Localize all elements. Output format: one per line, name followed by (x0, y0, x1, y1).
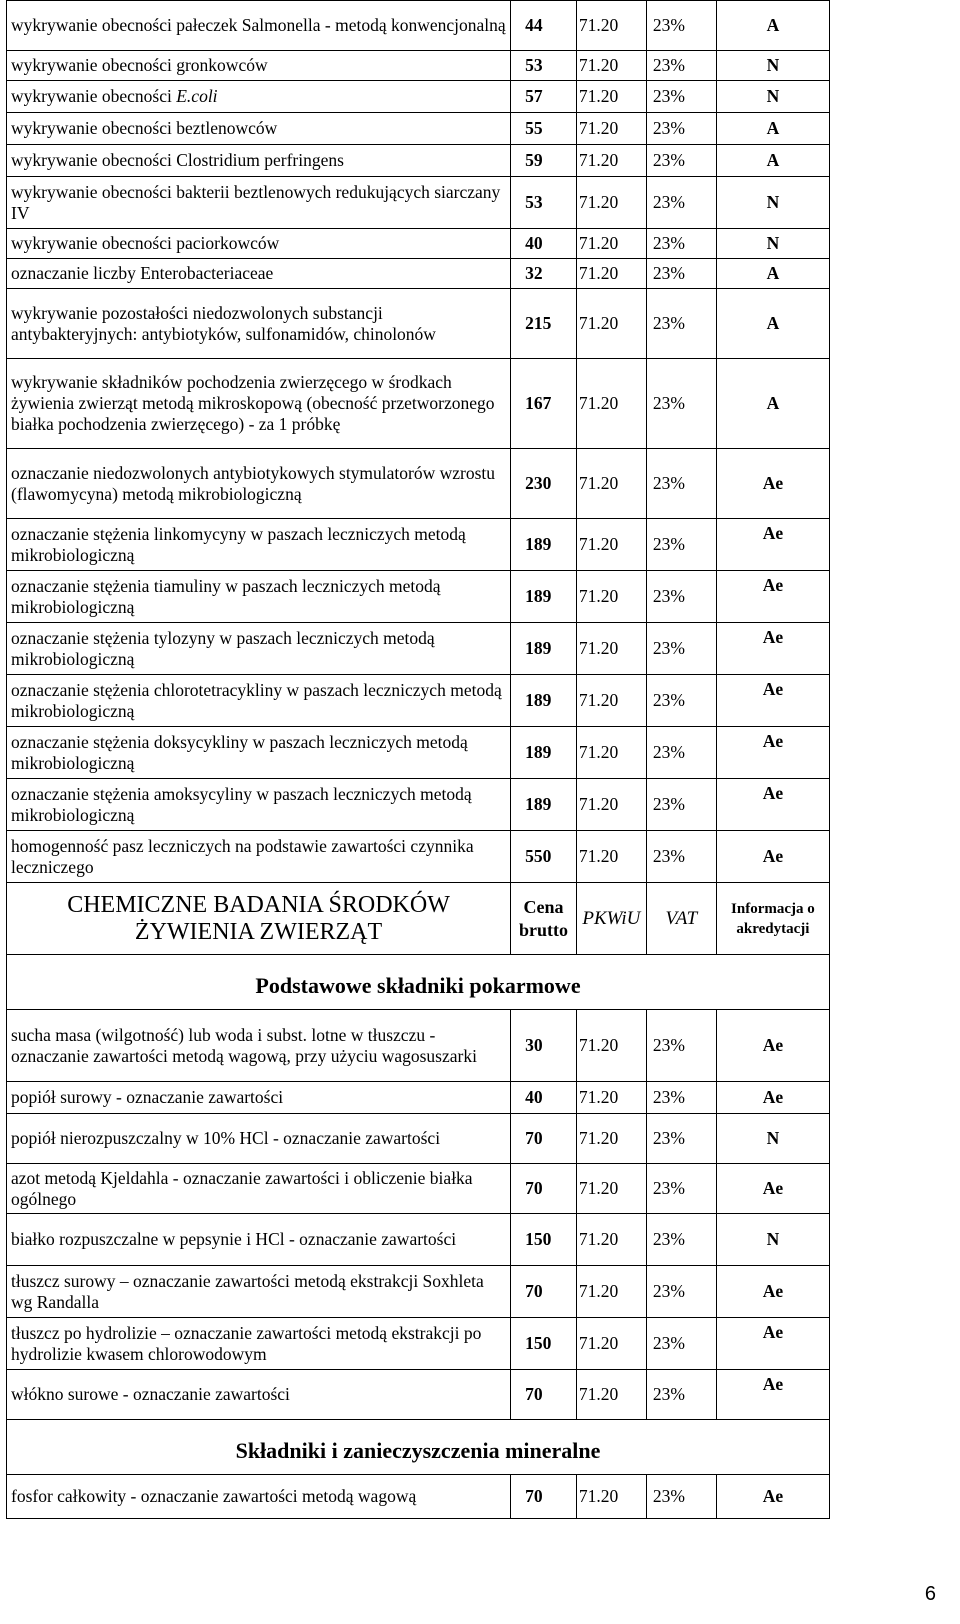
vat-cell: 23% (646, 1082, 716, 1114)
pkwiu-cell: 71.20 (576, 145, 646, 177)
vat-cell: 23% (646, 727, 716, 779)
vat-cell: 23% (646, 449, 716, 519)
accreditation-cell: Ae (716, 1010, 829, 1082)
test-description: wykrywanie obecności pałeczek Salmonella - metodą konwencjonalną (7, 1, 511, 51)
test-description: wykrywanie obecności beztlenowców (7, 113, 511, 145)
accreditation-cell: Ae (716, 831, 829, 883)
test-description: wykrywanie pozostałości niedozwolonych substancji antybakteryjnych: antybiotyków, sulfonamidów, chinolonów (7, 289, 511, 359)
pkwiu-cell: 71.20 (576, 1114, 646, 1164)
vat-header: VAT (646, 883, 716, 955)
price-cell: 53 (511, 51, 577, 81)
accreditation-cell: Ae (716, 1475, 829, 1519)
test-description: wykrywanie obecności gronkowców (7, 51, 511, 81)
vat-cell: 23% (646, 1318, 716, 1370)
table-row (7, 1318, 830, 1370)
pkwiu-cell: 71.20 (576, 1, 646, 51)
pkwiu-cell: 71.20 (576, 1318, 646, 1370)
pkwiu-cell: 71.20 (576, 1266, 646, 1318)
test-description: tłuszcz surowy – oznaczanie zawartości metodą ekstrakcji Soxhleta wg Randalla (7, 1266, 511, 1318)
test-description: oznaczanie niedozwolonych antybiotykowych stymulatorów wzrostu (flawomycyna) metodą mikrobiologiczną (7, 449, 511, 519)
accreditation-cell: Ae (716, 623, 829, 675)
table-row (7, 289, 830, 359)
price-cell: 70 (511, 1370, 577, 1420)
test-description-text: wykrywanie obecności (11, 86, 177, 106)
table-row (7, 1010, 830, 1082)
test-description: azot metodą Kjeldahla - oznaczanie zawartości i obliczenie białka ogólnego (7, 1164, 511, 1214)
accreditation-cell: A (716, 145, 829, 177)
table-row (7, 1370, 830, 1420)
price-cell: 70 (511, 1114, 577, 1164)
vat-cell: 23% (646, 623, 716, 675)
price-cell: 189 (511, 571, 577, 623)
test-description: oznaczanie stężenia chlorotetracykliny w paszach leczniczych metodą mikrobiologiczną (7, 675, 511, 727)
accreditation-cell: Ae (716, 727, 829, 779)
price-cell: 59 (511, 145, 577, 177)
price-cell: 70 (511, 1164, 577, 1214)
section-heading-minerals: Składniki i zanieczyszczenia mineralne (7, 1420, 830, 1475)
vat-cell: 23% (646, 1, 716, 51)
price-cell: 30 (511, 1010, 577, 1082)
pkwiu-cell: 71.20 (576, 359, 646, 449)
table-row (7, 113, 830, 145)
pkwiu-cell: 71.20 (576, 727, 646, 779)
test-description: tłuszcz po hydrolizie – oznaczanie zawartości metodą ekstrakcji po hydrolizie kwasem chlorowodowym (7, 1318, 511, 1370)
pkwiu-cell: 71.20 (576, 113, 646, 145)
pkwiu-header: PKWiU (576, 883, 646, 955)
pkwiu-cell: 71.20 (576, 51, 646, 81)
test-description: białko rozpuszczalne w pepsynie i HCl - oznaczanie zawartości (7, 1214, 511, 1266)
accreditation-cell: A (716, 113, 829, 145)
pkwiu-cell: 71.20 (576, 623, 646, 675)
vat-cell: 23% (646, 675, 716, 727)
price-cell: 70 (511, 1266, 577, 1318)
section-heading-row (7, 1420, 830, 1475)
price-cell: 189 (511, 779, 577, 831)
pkwiu-cell: 71.20 (576, 81, 646, 113)
accreditation-cell: A (716, 1, 829, 51)
table-row (7, 623, 830, 675)
price-cell: 40 (511, 229, 577, 259)
test-description: fosfor całkowity - oznaczanie zawartości metodą wagową (7, 1475, 511, 1519)
pkwiu-cell: 71.20 (576, 779, 646, 831)
pkwiu-cell: 71.20 (576, 1010, 646, 1082)
pkwiu-cell: 71.20 (576, 229, 646, 259)
pkwiu-cell: 71.20 (576, 1164, 646, 1214)
table-row (7, 449, 830, 519)
pkwiu-cell: 71.20 (576, 1475, 646, 1519)
section-heading-row (7, 955, 830, 1010)
accreditation-cell: N (716, 51, 829, 81)
accreditation-cell: Ae (716, 1266, 829, 1318)
price-cell: 44 (511, 1, 577, 51)
organism-name: E.coli (176, 86, 218, 106)
test-description: popiół nierozpuszczalny w 10% HCl - oznaczanie zawartości (7, 1114, 511, 1164)
vat-cell: 23% (646, 1266, 716, 1318)
pkwiu-cell: 71.20 (576, 1214, 646, 1266)
test-description: oznaczanie stężenia linkomycyny w paszach leczniczych metodą mikrobiologiczną (7, 519, 511, 571)
pkwiu-cell: 71.20 (576, 449, 646, 519)
test-description: popiół surowy - oznaczanie zawartości (7, 1082, 511, 1114)
vat-cell: 23% (646, 831, 716, 883)
price-cell: 189 (511, 727, 577, 779)
price-cell: 189 (511, 623, 577, 675)
accreditation-header: Informacja o akredytacji (716, 883, 829, 955)
test-description: oznaczanie stężenia doksycykliny w paszach leczniczych metodą mikrobiologiczną (7, 727, 511, 779)
table-row (7, 51, 830, 81)
accreditation-cell: Ae (716, 1318, 829, 1370)
accreditation-cell: A (716, 289, 829, 359)
accreditation-cell: N (716, 177, 829, 229)
table-row (7, 727, 830, 779)
test-description: oznaczanie stężenia amoksycyliny w paszach leczniczych metodą mikrobiologiczną (7, 779, 511, 831)
table-row (7, 675, 830, 727)
vat-cell: 23% (646, 571, 716, 623)
pkwiu-cell: 71.20 (576, 259, 646, 289)
price-cell: 53 (511, 177, 577, 229)
test-description: wykrywanie składników pochodzenia zwierzęcego w środkach żywienia zwierząt metodą mikroskopową (obecność przetworzonego białka pochodzenia zwierzęcego) - za 1 próbkę (7, 359, 511, 449)
price-header: Cena brutto (511, 883, 577, 955)
accreditation-cell: N (716, 1114, 829, 1164)
pkwiu-cell: 71.20 (576, 1082, 646, 1114)
test-description (7, 81, 511, 113)
accreditation-cell: Ae (716, 449, 829, 519)
accreditation-cell: Ae (716, 571, 829, 623)
test-description: wykrywanie obecności paciorkowców (7, 229, 511, 259)
vat-cell: 23% (646, 289, 716, 359)
vat-cell: 23% (646, 1475, 716, 1519)
vat-cell: 23% (646, 81, 716, 113)
table-row (7, 779, 830, 831)
vat-cell: 23% (646, 1010, 716, 1082)
table-row (7, 359, 830, 449)
price-cell: 215 (511, 289, 577, 359)
table-row (7, 81, 830, 113)
accreditation-cell: Ae (716, 779, 829, 831)
accreditation-cell: A (716, 359, 829, 449)
price-cell: 167 (511, 359, 577, 449)
page-number: 6 (924, 1583, 936, 1605)
price-cell: 550 (511, 831, 577, 883)
section-heading-basic-nutrients: Podstawowe składniki pokarmowe (7, 955, 830, 1010)
vat-cell: 23% (646, 229, 716, 259)
accreditation-cell: N (716, 229, 829, 259)
pkwiu-cell: 71.20 (576, 177, 646, 229)
accreditation-cell: Ae (716, 675, 829, 727)
pkwiu-cell: 71.20 (576, 519, 646, 571)
vat-cell: 23% (646, 779, 716, 831)
accreditation-cell: Ae (716, 1164, 829, 1214)
price-cell: 150 (511, 1318, 577, 1370)
pkwiu-cell: 71.20 (576, 831, 646, 883)
test-description: wykrywanie obecności bakterii beztlenowych redukujących siarczany IV (7, 177, 511, 229)
accreditation-cell: Ae (716, 1370, 829, 1420)
test-description: homogenność pasz leczniczych na podstawie zawartości czynnika leczniczego (7, 831, 511, 883)
price-cell: 189 (511, 519, 577, 571)
test-description: sucha masa (wilgotność) lub woda i subst. lotne w tłuszczu - oznaczanie zawartości metodą wagową, przy użyciu wagosuszarki (7, 1010, 511, 1082)
table-row (7, 1114, 830, 1164)
vat-cell: 23% (646, 519, 716, 571)
vat-cell: 23% (646, 1114, 716, 1164)
vat-cell: 23% (646, 1370, 716, 1420)
table-row (7, 1266, 830, 1318)
vat-cell: 23% (646, 359, 716, 449)
table-row (7, 177, 830, 229)
price-cell: 40 (511, 1082, 577, 1114)
vat-cell: 23% (646, 113, 716, 145)
test-description: wykrywanie obecności Clostridium perfringens (7, 145, 511, 177)
pkwiu-cell: 71.20 (576, 1370, 646, 1420)
vat-cell: 23% (646, 1164, 716, 1214)
price-cell: 70 (511, 1475, 577, 1519)
vat-cell: 23% (646, 259, 716, 289)
price-cell: 150 (511, 1214, 577, 1266)
price-cell: 55 (511, 113, 577, 145)
test-description: oznaczanie stężenia tiamuliny w paszach leczniczych metodą mikrobiologiczną (7, 571, 511, 623)
table-row (7, 571, 830, 623)
vat-cell: 23% (646, 177, 716, 229)
table-row (7, 519, 830, 571)
vat-cell: 23% (646, 51, 716, 81)
price-cell: 57 (511, 81, 577, 113)
table-row (7, 831, 830, 883)
test-description: oznaczanie stężenia tylozyny w paszach leczniczych metodą mikrobiologiczną (7, 623, 511, 675)
chemical-section-title: CHEMICZNE BADANIA ŚRODKÓW ŻYWIENIA ZWIERZĄT (7, 883, 511, 955)
test-description: włókno surowe - oznaczanie zawartości (7, 1370, 511, 1420)
pkwiu-cell: 71.20 (576, 571, 646, 623)
price-cell: 32 (511, 259, 577, 289)
table-row (7, 259, 830, 289)
pkwiu-cell: 71.20 (576, 289, 646, 359)
test-description: oznaczanie liczby Enterobacteriaceae (7, 259, 511, 289)
accreditation-cell: N (716, 81, 829, 113)
accreditation-cell: N (716, 1214, 829, 1266)
accreditation-cell: A (716, 259, 829, 289)
vat-cell: 23% (646, 1214, 716, 1266)
price-table (6, 0, 830, 1519)
table-row (7, 1475, 830, 1519)
table-row (7, 229, 830, 259)
table-row (7, 1, 830, 51)
price-cell: 230 (511, 449, 577, 519)
table-row (7, 145, 830, 177)
accreditation-cell: Ae (716, 519, 829, 571)
table-row (7, 1082, 830, 1114)
chemical-header-row (7, 883, 830, 955)
table-row (7, 1214, 830, 1266)
vat-cell: 23% (646, 145, 716, 177)
price-cell: 189 (511, 675, 577, 727)
table-row (7, 1164, 830, 1214)
accreditation-cell: Ae (716, 1082, 829, 1114)
pkwiu-cell: 71.20 (576, 675, 646, 727)
